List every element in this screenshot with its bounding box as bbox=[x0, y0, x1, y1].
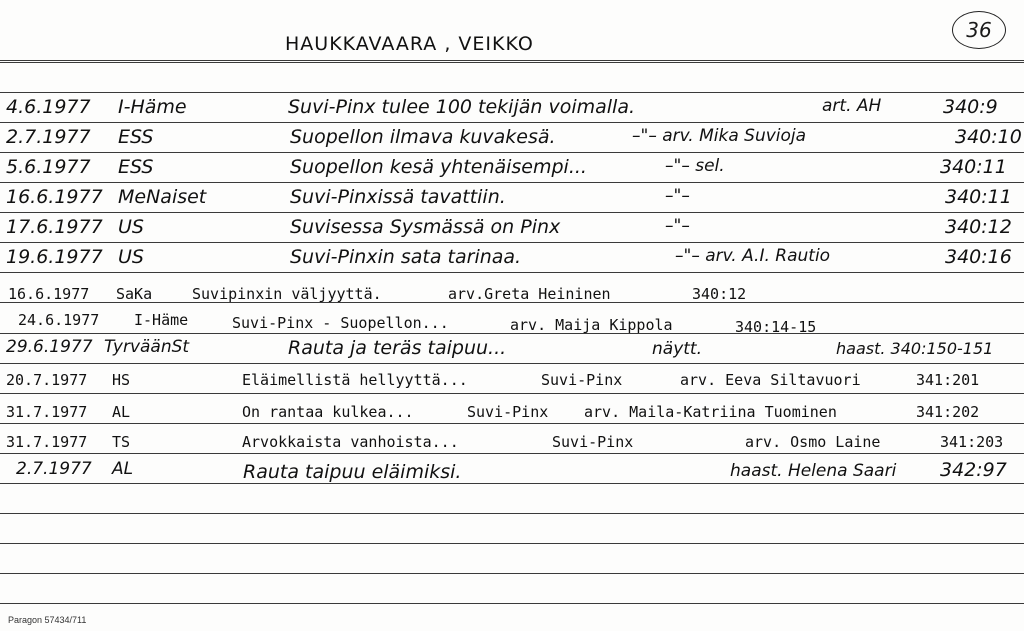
entry-title: Suvi-Pinxin sata tarinaa. bbox=[290, 246, 522, 268]
card-rule bbox=[0, 513, 1024, 514]
entry-credit: –"– arv. A.I. Rautio bbox=[675, 246, 831, 266]
entry-title: Suopellon ilmava kuvakesä. bbox=[290, 126, 556, 148]
entry-credit: arv. Eeva Siltavuori bbox=[680, 371, 861, 389]
entry-ref: haast. 340:150-151 bbox=[836, 339, 994, 358]
card-rule bbox=[0, 393, 1024, 394]
entry-ref: 340:10 bbox=[955, 126, 1022, 148]
entry-credit: haast. Helena Saari bbox=[730, 461, 897, 481]
entry-ref: 340:12 bbox=[692, 285, 747, 303]
entry-ref: 341:203 bbox=[940, 433, 1004, 451]
card-rule bbox=[0, 122, 1024, 123]
entry-date: 16.6.1977 bbox=[8, 285, 90, 303]
entry-title: Arvokkaista vanhoista... bbox=[242, 433, 459, 451]
card-rule bbox=[0, 423, 1024, 424]
entry-date: 2.7.1977 bbox=[6, 126, 91, 148]
entry-exhibition: Suvi-Pinx bbox=[541, 371, 623, 389]
card-rule bbox=[0, 573, 1024, 574]
entry-source: TyrväänSt bbox=[104, 337, 190, 357]
entry-date: 20.7.1977 bbox=[6, 371, 88, 389]
entry-source: I-Häme bbox=[118, 96, 187, 118]
entry-credit: arv. Osmo Laine bbox=[745, 433, 881, 451]
card-rule bbox=[0, 92, 1024, 93]
card-rule bbox=[0, 242, 1024, 243]
entry-ref: 340:12 bbox=[945, 216, 1012, 238]
entry-credit: art. AH bbox=[822, 96, 882, 116]
entry-date: 17.6.1977 bbox=[6, 216, 103, 238]
entry-title: Suvipinxin väljyyttä. bbox=[192, 285, 382, 303]
card-rule bbox=[0, 603, 1024, 604]
entry-title: Suvi-Pinx - Suopellon... bbox=[232, 314, 449, 332]
entry-ref: 340:16 bbox=[945, 246, 1012, 268]
entry-date: 2.7.1977 bbox=[16, 459, 92, 479]
card-rule bbox=[0, 62, 1024, 63]
entry-credit: arv. Maila-Katriina Tuominen bbox=[584, 403, 837, 421]
entry-source: AL bbox=[112, 403, 131, 421]
entry-ref: 342:97 bbox=[940, 459, 1007, 481]
entry-credit: arv.Greta Heininen bbox=[448, 285, 611, 303]
entry-ref: 341:201 bbox=[916, 371, 980, 389]
card-rule bbox=[0, 543, 1024, 544]
entry-title: Suvi-Pinx tulee 100 tekijän voimalla. bbox=[288, 96, 636, 118]
entry-source: ESS bbox=[118, 156, 154, 178]
entry-credit: näytt. bbox=[652, 339, 702, 359]
card-rule bbox=[0, 483, 1024, 484]
entry-title: Eläimellistä hellyyttä... bbox=[242, 371, 468, 389]
entry-source: ESS bbox=[118, 126, 154, 148]
entry-source: HS bbox=[112, 371, 131, 389]
entry-credit: –"– bbox=[665, 216, 690, 236]
entry-credit: –"– arv. Mika Suvioja bbox=[632, 126, 807, 146]
entry-credit: –"– bbox=[665, 186, 690, 206]
entry-date: 31.7.1977 bbox=[6, 433, 88, 451]
card-rule bbox=[0, 152, 1024, 153]
entry-exhibition: Suvi-Pinx bbox=[467, 403, 549, 421]
entry-title: On rantaa kulkea... bbox=[242, 403, 414, 421]
entry-ref: 340:11 bbox=[940, 156, 1007, 178]
entry-exhibition: Suvi-Pinx bbox=[552, 433, 634, 451]
card-rule bbox=[0, 212, 1024, 213]
entry-title: Rauta ja teräs taipuu... bbox=[288, 337, 507, 359]
entry-date: 5.6.1977 bbox=[6, 156, 91, 178]
card-rule bbox=[0, 363, 1024, 364]
entry-title: Suvi-Pinxissä tavattiin. bbox=[290, 186, 506, 208]
entry-date: 4.6.1977 bbox=[6, 96, 91, 118]
entry-source: US bbox=[118, 216, 144, 238]
entry-source: I-Häme bbox=[134, 311, 189, 329]
entry-ref: 340:14-15 bbox=[735, 318, 817, 336]
entry-source: AL bbox=[112, 459, 134, 479]
entry-credit: –"– sel. bbox=[665, 156, 725, 176]
entry-title: Rauta taipuu eläimiksi. bbox=[243, 461, 462, 483]
entry-title: Suopellon kesä yhtenäisempi... bbox=[290, 156, 587, 178]
entry-title: Suvisessa Sysmässä on Pinx bbox=[290, 216, 561, 238]
entry-source: US bbox=[118, 246, 144, 268]
entry-source: SaKa bbox=[116, 285, 153, 303]
entry-date: 16.6.1977 bbox=[6, 186, 103, 208]
entry-date: 19.6.1977 bbox=[6, 246, 103, 268]
card-rule bbox=[0, 272, 1024, 273]
card-rule bbox=[0, 453, 1024, 454]
card-rule bbox=[0, 60, 1024, 61]
entry-ref: 340:9 bbox=[943, 96, 998, 118]
card-rule bbox=[0, 182, 1024, 183]
entry-date: 29.6.1977 bbox=[6, 337, 93, 357]
entry-source: MeNaiset bbox=[118, 186, 207, 208]
entry-credit: arv. Maija Kippola bbox=[510, 316, 673, 334]
entry-date: 24.6.1977 bbox=[18, 311, 100, 329]
card-number-badge: 36 bbox=[952, 11, 1006, 49]
entry-date: 31.7.1977 bbox=[6, 403, 88, 421]
entry-ref: 341:202 bbox=[916, 403, 980, 421]
entry-ref: 340:11 bbox=[945, 186, 1012, 208]
card-title: HAUKKAVAARA , VEIKKO bbox=[285, 33, 534, 55]
entry-source: TS bbox=[112, 433, 131, 451]
card-maker-footer: Paragon 57434/711 bbox=[8, 615, 87, 625]
